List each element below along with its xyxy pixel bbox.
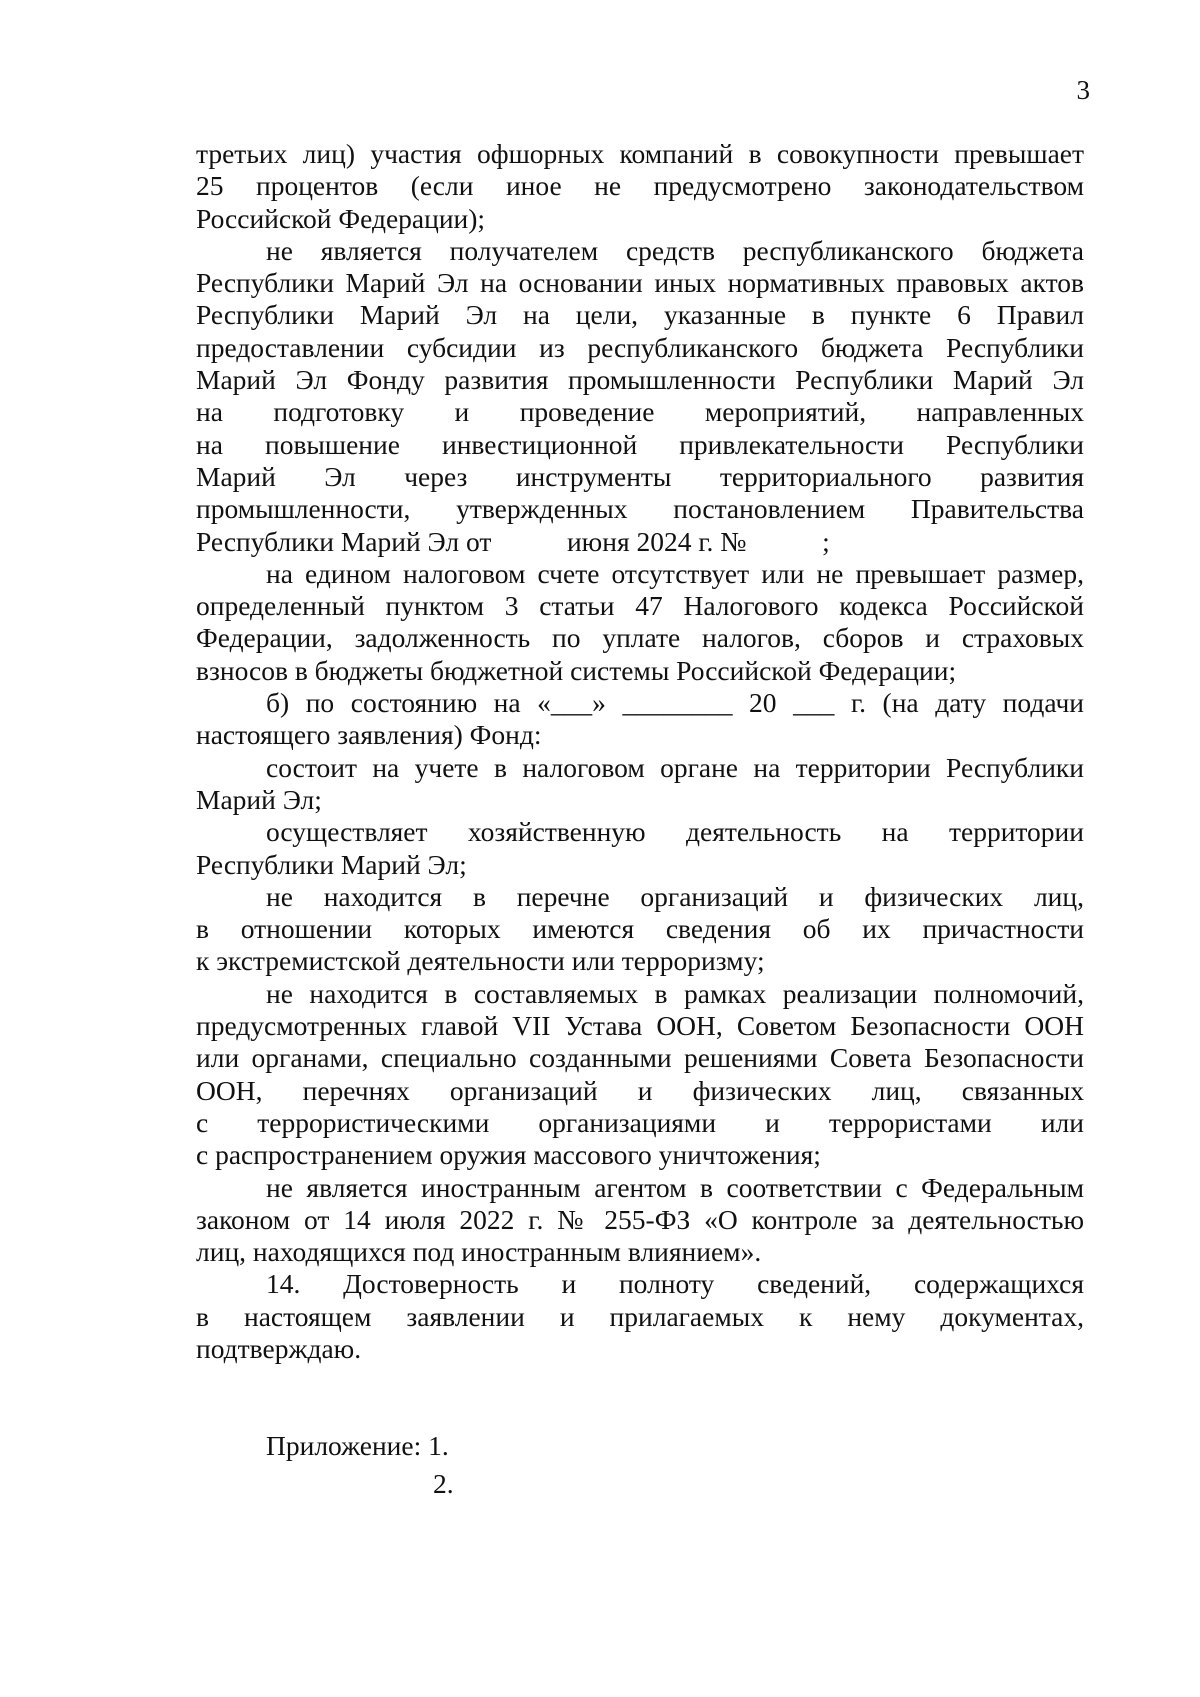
text-line: б) по состоянию на «___» ________ 20 ___ г. (на дату подачи [266,687,1084,719]
text-line: не находится в перечне организаций и физических лиц, [266,880,1084,912]
text-line: законом от 14 июля 2022 г. № 255-ФЗ «О контроле за деятельностью [196,1203,1084,1235]
text-line: лиц, находящихся под иностранным влиянием». [196,1236,762,1268]
text-line: на повышение инвестиционной привлекательности Республики [196,428,1084,460]
text-line: или органами, специально созданными решениями Совета Безопасности [196,1042,1084,1074]
text-line: Республики Марий Эл; [196,848,467,880]
page-number: 3 [1076,75,1090,105]
text-line: взносов в бюджеты бюджетной системы Российской Федерации; [196,654,957,686]
text-line: 25 процентов (если иное не предусмотрено законодательством [196,170,1084,202]
text-line: к экстремистской деятельности или терроризму; [196,945,765,977]
text-line: Российской Федерации); [196,202,486,234]
text-line: настоящего заявления) Фонд: [196,719,542,751]
text-line: 14. Достоверность и полноту сведений, содержащихся [266,1268,1084,1300]
text-line: определенный пунктом 3 статьи 47 Налогового кодекса Российской [196,590,1084,622]
text-line: осуществляет хозяйственную деятельность на территории [266,816,1084,848]
text-line: с террористическими организациями и террористами или [196,1106,1084,1138]
text-line: в настоящем заявлении и прилагаемых к нему документах, [196,1300,1084,1332]
text-line: Марий Эл; [196,783,322,815]
text-line: предусмотренных главой VII Устава ООН, Советом Безопасности ООН [196,1010,1084,1042]
text-line: не является иностранным агентом в соответствии с Федеральным [266,1171,1084,1203]
attachment-label: Приложение: 1. [266,1430,449,1461]
text-line: состоит на учете в налоговом органе на территории Республики [266,751,1084,783]
text-line: не является получателем средств республиканского бюджета [266,234,1084,266]
text-line: в отношении которых имеются сведения об их причастности [196,913,1084,945]
text-line: Республики Марий Эл от июня 2024 г. № ; [196,525,830,557]
text-line: Республики Марий Эл на основании иных нормативных правовых актов [196,267,1084,299]
document-body [196,138,1084,1365]
text-line: третьих лиц) участия офшорных компаний в совокупности превышает [196,138,1084,169]
text-line: ООН, перечнях организаций и физических лиц, связанных [196,1074,1084,1106]
attachment-item-2: 2. [433,1468,454,1499]
text-line: Республики Марий Эл на цели, указанные в пункте 6 Правил [196,299,1084,331]
text-line: Марий Эл через инструменты территориального развития [196,460,1084,492]
text-line: Марий Эл Фонду развития промышленности Республики Марий Эл [196,364,1084,396]
text-line: Федерации, задолженность по уплате налогов, сборов и страховых [196,622,1084,654]
text-line: на подготовку и проведение мероприятий, направленных [196,396,1084,428]
text-line: не находится в составляемых в рамках реализации полномочий, [266,977,1084,1009]
text-line: промышленности, утвержденных постановлением Правительства [196,493,1084,525]
text-line: предоставлении субсидии из республиканского бюджета Республики [196,331,1084,363]
text-line: подтверждаю. [196,1332,362,1364]
text-line: с распространением оружия массового уничтожения; [196,1139,821,1171]
text-line: на едином налоговом счете отсутствует или не превышает размер, [266,557,1084,589]
